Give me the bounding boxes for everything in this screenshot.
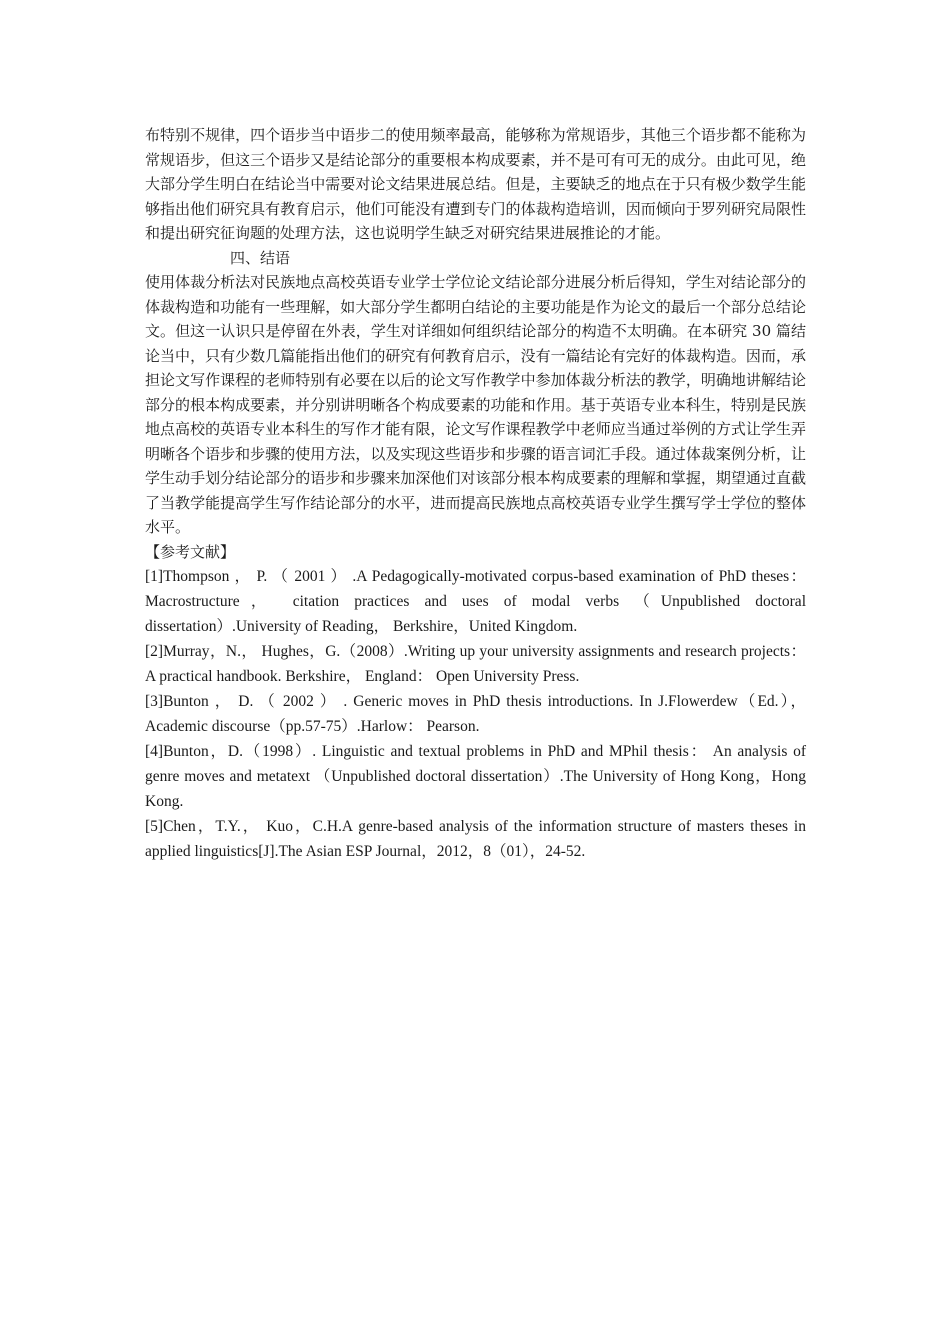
document-page [145,123,806,864]
references-title: 【参考文献】 [145,542,236,561]
section-heading: 四、结语 [230,248,291,267]
reference-item: [4]Bunton，D.（1998）. Linguistic and textual problems in PhD and MPhil thesis： An analysis of genre moves and metatext （Unpublished doctoral dissertation）.The University of Hong Kong，Hong Kong. [145,743,806,810]
conclusion-paragraph: 使用体裁分析法对民族地点高校英语专业学士学位论文结论部分进展分析后得知，学生对结论部分的体裁构造和功能有一些理解，如大部分学生都明白结论的主要功能是作为论文的最后一个部分总结论文。但这一认识只是停留在外表，学生对详细如何组织结论部分的构造不太明确。在本研究 30 篇结论当中，只有少数几篇能指出他们的研究有何教育启示，没有一篇结论有完好的体裁构造。因而，承担论文写作课程的老师特别有必要在以后的论文写作教学中参加体裁分析法的教学，明确地讲解结论部分的根本构成要素，并分别讲明晰各个构成要素的功能和作用。基于英语专业本科生，特别是民族地点高校的英语专业本科生的写作才能有限，论文写作课程教学中老师应当通过举例的方式让学生弄明晰各个语步和步骤的使用方法，以及实现这些语步和步骤的语言词汇手段。通过体裁案例分析，让学生动手划分结论部分的语步和步骤来加深他们对该部分根本构成要素的理解和掌握，期望通过直截了当教学能提高学生写作结论部分的水平，进而提高民族地点高校英语专业学生撰写学士学位的整体水平。 [145,273,806,536]
reference-item: [1]Thompson ， P. （ 2001 ） .A Pedagogically-motivated corpus-based examination of PhD theses： Macrostructure， citation practices and uses of modal verbs （Unpublished doctoral dissertation）.University of Reading， Berkshire，United Kingdom. [145,568,806,635]
reference-item: [2]Murray，N.， Hughes，G.（2008）.Writing up your university assignments and research projects： A practical handbook. Berkshire， England： Open University Press. [145,643,806,685]
reference-item: [3]Bunton ， D. （ 2002 ） . Generic moves in PhD thesis introductions. In J.Flowerdew（Ed.），Academic discourse（pp.57-75）.Harlow： Pearson. [145,693,806,735]
references-list [145,564,806,864]
reference-item: [5]Chen，T.Y.， Kuo，C.H.A genre-based analysis of the information structure of masters theses in applied linguistics[J].The Asian ESP Journal，2012，8（01），24-52. [145,818,806,860]
intro-paragraph: 布特别不规律，四个语步当中语步二的使用频率最高，能够称为常规语步，其他三个语步都不能称为常规语步，但这三个语步又是结论部分的重要根本构成要素，并不是可有可无的成分。由此可见，绝大部分学生明白在结论当中需要对论文结果进展总结。但是，主要缺乏的地点在于只有极少数学生能够指出他们研究具有教育启示，他们可能没有遭到专门的体裁构造培训，因而倾向于罗列研究局限性和提出研究征询题的处理方法，这也说明学生缺乏对研究结果进展推论的才能。 [145,126,806,242]
